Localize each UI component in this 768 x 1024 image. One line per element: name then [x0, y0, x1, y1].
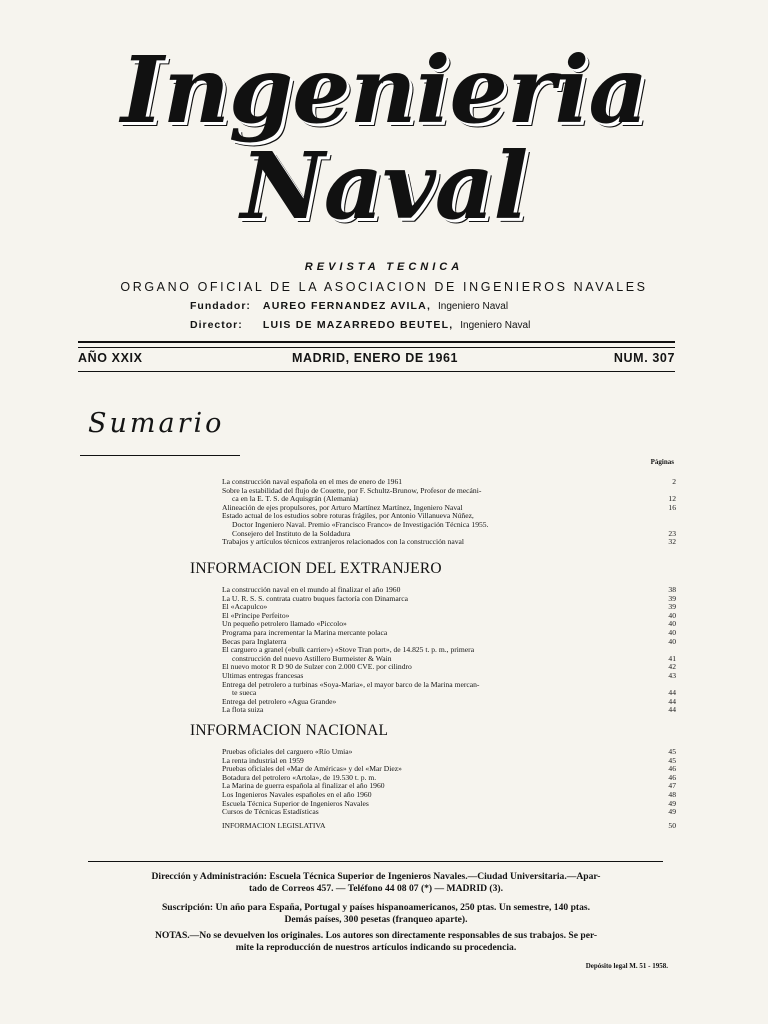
organ-line: ORGANO OFICIAL DE LA ASOCIACION DE INGENIEROS NAVALES — [120, 280, 648, 294]
footer-notas-line2: mite la reproducción de nuestros artículos indicando su procedencia. — [235, 941, 517, 953]
toc-entry — [222, 512, 676, 538]
toc-entry-text: ca en la E. T. S. de Aquisgrán (Alemania) — [232, 494, 359, 504]
toc-entry — [222, 681, 676, 698]
toc-entry-text: El «Acapulco» — [222, 602, 268, 612]
toc-entry-text: La renta industrial en 1959 — [222, 755, 304, 765]
sumario-underline — [80, 455, 240, 456]
place-date: MADRID, ENERO DE 1961 — [292, 351, 459, 365]
subtitle: REVISTA TECNICA — [304, 261, 464, 273]
toc-entry-text: Alineación de ejes propulsores, por Arturo Martínez Martínez, Ingeniero Naval — [222, 502, 463, 512]
toc-entry-text: Consejero del Instituto de la Soldadura — [232, 528, 351, 538]
toc-entry-text: Doctor Ingeniero Naval. Premio «Francisco Franco» de Investigación Técnica 1955. — [232, 519, 489, 529]
toc-entry-page: 43 — [668, 670, 676, 680]
toc-entry-page: 44 — [668, 696, 676, 706]
director-line — [190, 319, 530, 331]
toc-entry-text: te sueca — [232, 688, 257, 698]
toc-entry-text: Sobre la estabilidad del flujo de Couette, por F. Schultz-Brunow, Profesor de mecáni- — [222, 485, 482, 495]
toc-entry-page: 44 — [668, 705, 676, 715]
toc-entry-page: 38 — [668, 585, 676, 594]
toc-entry-text: La flota suiza — [222, 705, 264, 715]
toc-entry-page: 46 — [668, 764, 676, 774]
footer-direccion-line1: Dirección y Administración: Escuela Técnica Superior de Ingenieros Navales.—Ciudad Universitaria.—Apar- — [151, 871, 601, 882]
year-volume: AÑO XXIX — [78, 351, 143, 365]
toc-entry-page: 23 — [668, 528, 676, 538]
toc-entry-text: Pruebas oficiales del «Mar de Américas» y del «Mar Diez» — [222, 764, 402, 774]
toc-entry — [222, 646, 676, 663]
toc-extranjero — [222, 586, 676, 715]
logo-line-1: Ingenieria — [120, 36, 648, 144]
toc-entry-page: 2 — [672, 477, 676, 486]
toc-entry-page: 49 — [668, 807, 676, 817]
toc-entry-page: 40 — [668, 636, 676, 646]
toc-entry-page: 45 — [668, 747, 676, 756]
toc-entry-page: 40 — [668, 610, 676, 620]
toc-entry-page: 45 — [668, 755, 676, 765]
footer-suscripcion — [84, 902, 668, 925]
toc-entry-text: El carguero a granel («bulk carrier») «Stove Tran port», de 14.825 t. p. m., primera — [222, 645, 475, 655]
toc-entry-text: Entrega del petrolero a turbinas «Soya-Maria», el mayor barco de la Marina mercan- — [222, 679, 480, 689]
footer-notas — [84, 930, 668, 953]
toc-main — [222, 478, 676, 547]
toc-nacional — [222, 748, 676, 817]
toc-entry-page: 47 — [668, 781, 676, 791]
footer-direccion-line2: tado de Correos 457. — Teléfono 44 08 07 (*) — MADRID (3). — [248, 882, 504, 894]
footer-direccion — [84, 871, 668, 894]
toc-entry-text: La construcción naval en el mundo al finalizar el año 1960 — [222, 585, 401, 594]
section-title-extranjero: INFORMACION DEL EXTRANJERO — [190, 560, 442, 577]
toc-entry-text: Ultimas entregas francesas — [222, 670, 304, 680]
toc-entry-text: Trabajos y artículos técnicos extranjeros relacionados con la construcción naval — [222, 537, 465, 547]
toc-entry-text: Cursos de Técnicas Estadísticas — [222, 807, 319, 817]
toc-entry — [222, 698, 676, 707]
toc-entry-text: Botadura del petrolero «Artola», de 19.530 t. p. m. — [222, 772, 377, 782]
director-label: Director: — [190, 319, 243, 331]
toc-entry-page: 48 — [668, 789, 676, 799]
issue-number: NUM. 307 — [613, 351, 675, 365]
fundador-name: AUREO FERNANDEZ AVILA, — [262, 300, 432, 312]
toc-entry-page: 39 — [668, 593, 676, 603]
toc-entry-page: 32 — [668, 537, 676, 547]
toc-entry-text: Pruebas oficiales del carguero «Río Umia» — [222, 747, 353, 756]
fundador-label: Fundador: — [190, 300, 251, 312]
toc-entry-text: El «Príncipe Perfeito» — [222, 610, 290, 620]
toc-entry-text: La construcción naval española en el mes de enero de 1961 — [222, 477, 403, 486]
toc-entry-text: Becas para Inglaterra — [222, 636, 287, 646]
footer-notas-line1: NOTAS.—No se devuelven los originales. Los autores son directamente responsables de sus trabajos. Se per- — [154, 930, 598, 941]
divider — [78, 341, 675, 343]
toc-entry-page: 40 — [668, 627, 676, 637]
toc-entry-page: 44 — [668, 688, 676, 698]
footer-suscripcion-line1: Suscripción: Un año para España, Portugal y países hispanoamericanos, 250 ptas. Un semestre, 140 ptas. — [161, 902, 591, 913]
toc-entry-text: Escuela Técnica Superior de Ingenieros Navales — [222, 798, 369, 808]
toc-entry-text: Los Ingenieros Navales españoles en el año 1960 — [222, 789, 372, 799]
toc-entry — [222, 595, 676, 604]
toc-entry-text: INFORMACION LEGISLATIVA — [222, 821, 326, 830]
toc-entry-page: 46 — [668, 772, 676, 782]
toc-entry-text: Programa para incrementar la Marina mercante polaca — [222, 627, 388, 637]
toc-entry-page: 42 — [668, 662, 676, 672]
logo-line-2: Naval — [240, 132, 528, 240]
toc-entry-text: La U. R. S. S. contrata cuatro buques factoría con Dinamarca — [222, 593, 408, 603]
toc-entry — [222, 487, 676, 504]
toc-entry-page: 12 — [668, 494, 676, 504]
toc-entry-page: 49 — [668, 798, 676, 808]
toc-entry-text: Estado actual de los estudios sobre roturas frágiles, por Antonio Villanueva Núñez, — [222, 511, 474, 521]
toc-entry-page: 41 — [668, 653, 676, 663]
toc-entry — [222, 629, 676, 638]
toc-entry — [222, 822, 676, 831]
fundador-line — [190, 300, 508, 312]
toc-entry-text: El nuevo motor R D 90 de Sulzer con 2.000 CVE. por cilindro — [222, 662, 412, 672]
divider — [78, 371, 675, 372]
footer-suscripcion-line2: Demás países, 300 pesetas (franqueo aparte). — [284, 913, 468, 925]
toc-entry-page: 50 — [668, 821, 676, 830]
deposito-legal: Depósito legal M. 51 - 1958. — [585, 962, 668, 970]
toc-entry-page: 40 — [668, 619, 676, 629]
toc-entry — [222, 603, 676, 612]
toc-entry-text: construcción del nuevo Astillero Burmeister & Wain — [232, 653, 392, 663]
footer-divider — [88, 861, 663, 862]
toc-entry — [222, 808, 676, 817]
toc-entry — [222, 538, 676, 547]
toc-entry-page: 39 — [668, 602, 676, 612]
director-name: LUIS DE MAZARREDO BEUTEL, — [262, 319, 454, 331]
toc-legislativa — [222, 822, 676, 831]
section-title-nacional: INFORMACION NACIONAL — [190, 722, 389, 739]
director-role: Ingeniero Naval — [460, 320, 531, 331]
paginas-label: Páginas — [650, 458, 674, 466]
toc-entry-text: La Marina de guerra española al finalizar el año 1960 — [222, 781, 385, 791]
toc-entry-text: Entrega del petrolero «Agua Grande» — [222, 696, 337, 706]
masthead-logo — [0, 36, 768, 240]
toc-entry — [222, 706, 676, 715]
sumario-heading: Sumario — [88, 408, 225, 439]
toc-entry-text: Un pequeño petrolero llamado «Piccolo» — [222, 619, 347, 629]
fundador-role: Ingeniero Naval — [438, 301, 509, 312]
divider — [78, 347, 675, 348]
toc-entry-page: 16 — [668, 502, 676, 512]
